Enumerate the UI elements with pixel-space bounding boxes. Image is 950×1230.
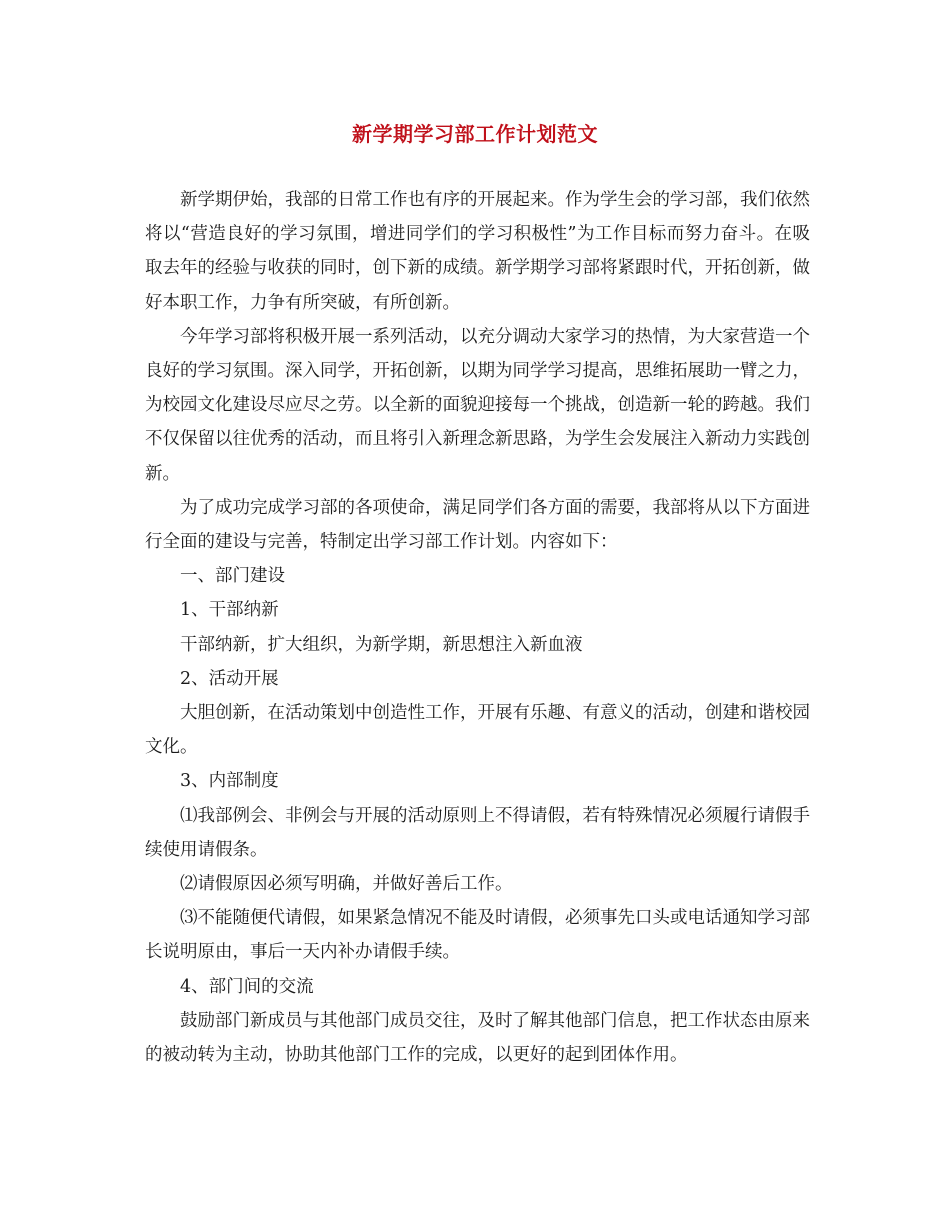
paragraph: 干部纳新，扩大组织，为新学期，新思想注入新血液 <box>180 634 583 655</box>
list-item: ⑶不能随便代请假，如果紧急情况不能及时请假，必须事先口头或电话通知学习部长说明原由，事后一天内补办请假手续。 <box>145 908 810 963</box>
subsection-heading: 2、活动开展 <box>180 668 279 689</box>
document-title: 新学期学习部工作计划范文 <box>352 122 598 146</box>
paragraph: 大胆创新，在活动策划中创造性工作，开展有乐趣、有意义的活动，创建和谐校园文化。 <box>145 703 810 758</box>
paragraph-activities: 今年学习部将积极开展一系列活动，以充分调动大家学习的热情，为大家营造一个良好的学习氛围。深入同学，开拓创新，以期为同学学习提高，思维拓展助一臂之力，为校园文化建设尽应尽之劳。以全新的面貌迎接每一个挑战，创造新一轮的跨越。我们不仅保留以往优秀的活动，而且将引入新理念新思路，为学生会发展注入新动力实践创新。 <box>145 326 810 484</box>
subsection-heading: 3、内部制度 <box>180 771 279 792</box>
document-body <box>145 183 810 1072</box>
subsection-heading: 4、部门间的交流 <box>180 976 314 997</box>
subsection-heading: 1、干部纳新 <box>180 600 279 621</box>
paragraph: 鼓励部门新成员与其他部门成员交往，及时了解其他部门信息，把工作状态由原来的被动转为主动，协助其他部门工作的完成，以更好的起到团体作用。 <box>145 1010 810 1066</box>
list-item: ⑴我部例会、非例会与开展的活动原则上不得请假，若有特殊情况必须履行请假手续使用请假条。 <box>145 805 810 860</box>
list-item: ⑵请假原因必须写明确，并做好善后工作。 <box>180 874 513 895</box>
paragraph-plan-intro: 为了成功完成学习部的各项使命，满足同学们各方面的需要，我部将从以下方面进行全面的建设与完善，特制定出学习部工作计划。内容如下： <box>145 497 810 553</box>
paragraph-intro: 新学期伊始，我部的日常工作也有序的开展起来。作为学生会的学习部，我们依然将以“营造良好的学习氛围，增进同学们的学习积极性”为工作目标而努力奋斗。在吸取去年的经验与收获的同时，创下新的成绩。新学期学习部将紧跟时代，开拓创新，做好本职工作，力争有所突破，有所创新。 <box>145 190 810 313</box>
section-heading: 一、部门建设 <box>180 566 285 587</box>
